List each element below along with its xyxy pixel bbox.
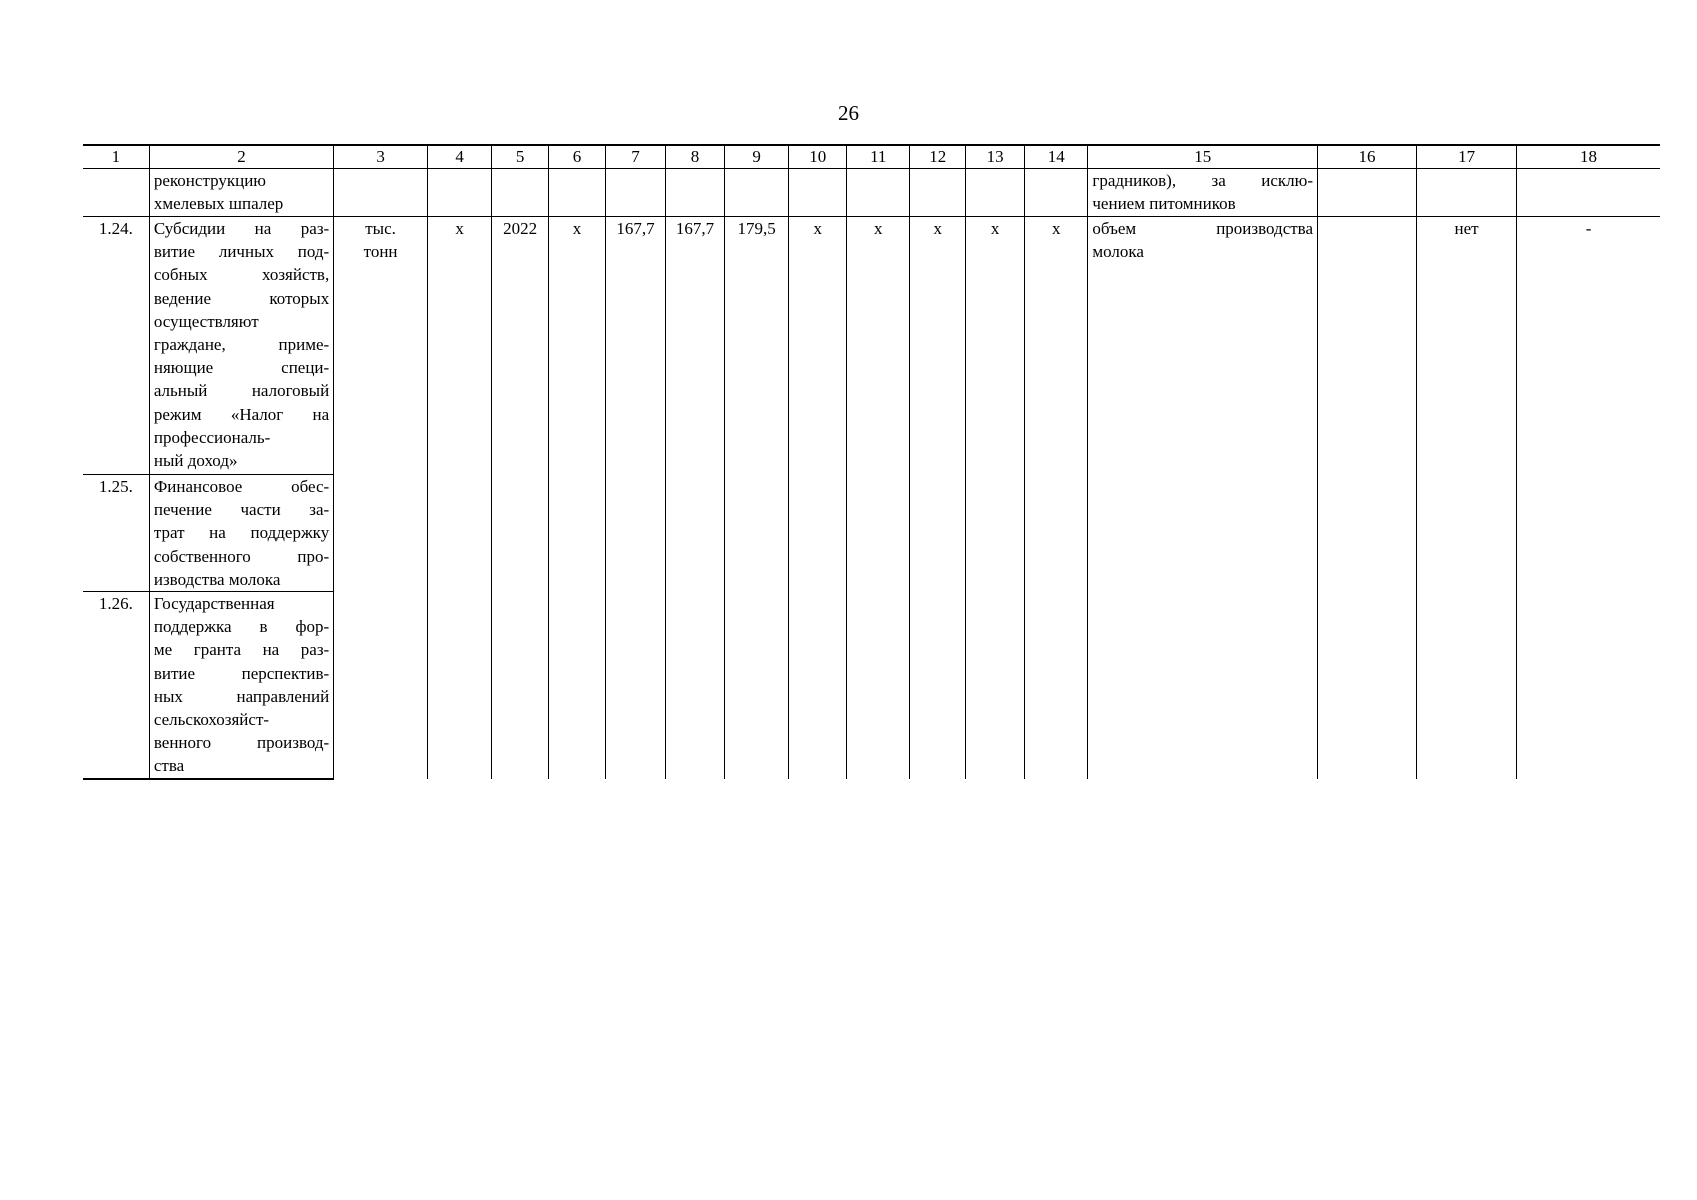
- page-number: 26: [838, 101, 859, 125]
- col-header-15: 15: [1088, 145, 1318, 169]
- measure-name: Финансовое обес- печение части за- трат на поддержку собственного про- изводства молока: [149, 475, 333, 592]
- cell-col-7: 167,7: [605, 217, 665, 779]
- col-header-6: 6: [549, 145, 606, 169]
- col-header-4: 4: [427, 145, 491, 169]
- col-header-8: 8: [665, 145, 724, 169]
- col-header-12: 12: [910, 145, 966, 169]
- continuation-name-cell: реконструкцию хмелевых шпалер: [149, 169, 333, 217]
- col-header-9: 9: [724, 145, 788, 169]
- cell-col-9: 179,5: [724, 217, 788, 779]
- unit-cell: тыс. тонн: [334, 217, 428, 779]
- col-header-13: 13: [966, 145, 1025, 169]
- row-number: 1.24.: [83, 217, 149, 475]
- cell-col-13: х: [966, 217, 1025, 779]
- col-header-11: 11: [847, 145, 910, 169]
- row-number: 1.26.: [83, 592, 149, 779]
- cell-col-6: х: [549, 217, 606, 779]
- cell-col-5: 2022: [492, 217, 549, 779]
- cell-col-8: 167,7: [665, 217, 724, 779]
- program-table: [83, 144, 1660, 780]
- cell-col-14: х: [1025, 217, 1088, 779]
- row-number: 1.25.: [83, 475, 149, 592]
- cell-col-10: х: [789, 217, 847, 779]
- col-header-7: 7: [605, 145, 665, 169]
- col-header-1: 1: [83, 145, 149, 169]
- table-row-1-24: [83, 217, 1660, 475]
- cell-col-12: х: [910, 217, 966, 779]
- continuation-row: [83, 169, 1660, 217]
- col-header-10: 10: [789, 145, 847, 169]
- col-header-14: 14: [1025, 145, 1088, 169]
- cell-col-17: нет: [1417, 217, 1517, 779]
- cell-col-18: -: [1517, 217, 1660, 779]
- measure-name: Субсидии на раз- витие личных под- собных хозяйств, ведение которых осуществляют граждане, приме- няющие специ- альный налоговый режим «Налог на профессиональ- ный доход»: [149, 217, 333, 475]
- col-header-2: 2: [149, 145, 333, 169]
- col-header-17: 17: [1417, 145, 1517, 169]
- column-number-header-row: [83, 145, 1660, 169]
- measure-name: Государственная поддержка в фор- ме гранта на раз- витие перспектив- ных направлений сельскохозяйст- венного производ- ства: [149, 592, 333, 779]
- col-header-3: 3: [334, 145, 428, 169]
- col-header-18: 18: [1517, 145, 1660, 169]
- cell-col-4: х: [427, 217, 491, 779]
- continuation-indicator-cell: градников), за исклю- чением питомников: [1088, 169, 1318, 217]
- col-header-5: 5: [492, 145, 549, 169]
- cell-col-16: [1318, 217, 1417, 779]
- col-header-16: 16: [1318, 145, 1417, 169]
- cell-col-11: х: [847, 217, 910, 779]
- indicator-cell: объем производства молока: [1088, 217, 1318, 779]
